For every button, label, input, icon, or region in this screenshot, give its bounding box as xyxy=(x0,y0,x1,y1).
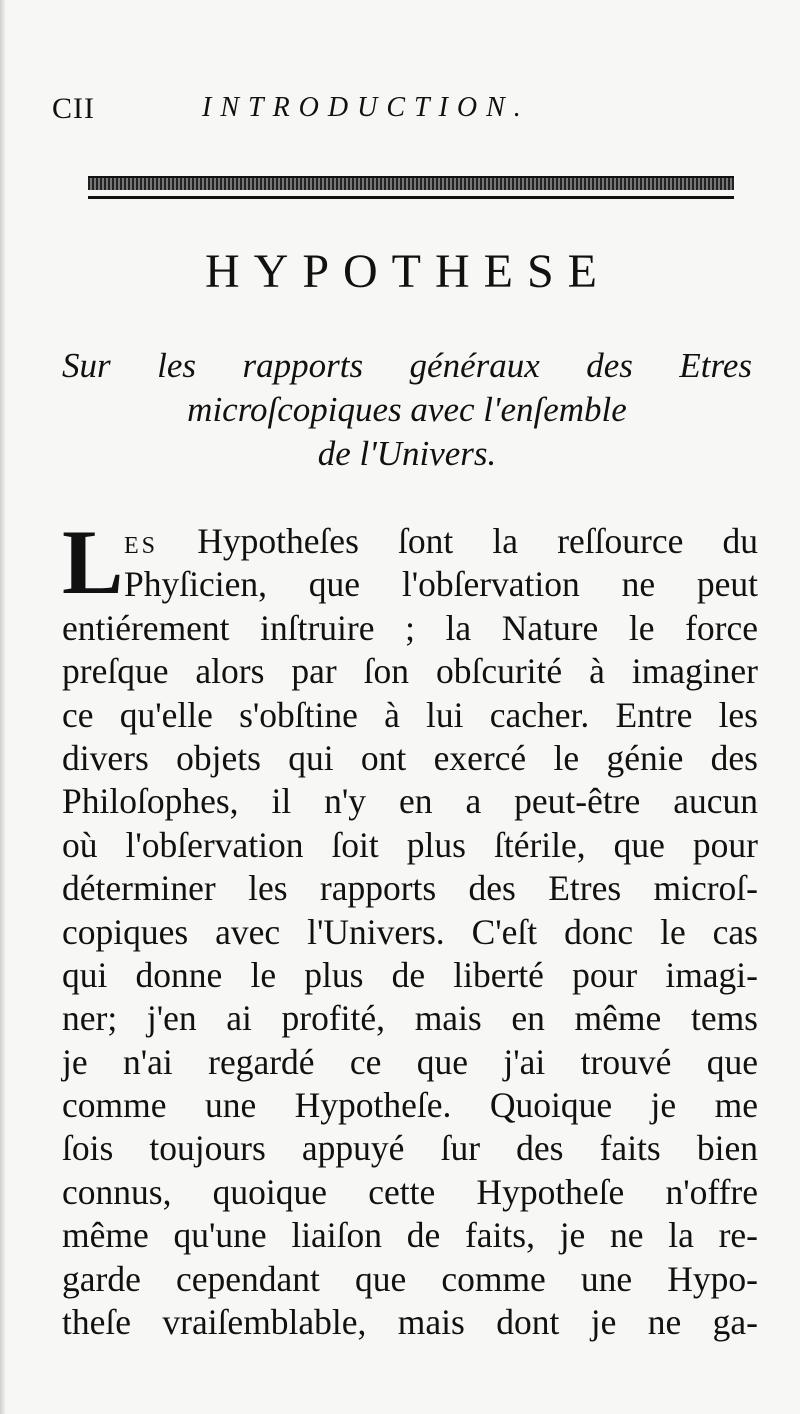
body-line-10: copiques avec l'Univers. C'eſt donc le cas xyxy=(62,911,758,952)
body-line-18: garde cependant que comme une Hypo- xyxy=(62,1258,758,1299)
body-line-3: entiérement inſtruire ; la Nature le force xyxy=(62,607,758,648)
drop-cap-indented-lines xyxy=(62,520,758,607)
body-line-16: connus, quoique cette Hypotheſe n'offre xyxy=(62,1171,758,1212)
body-line-2: Phyſicien, que l'obſervation ne peut xyxy=(124,564,758,605)
body-line-4: preſque alors par ſon obſcurité à imaginer xyxy=(62,651,758,692)
subtitle-line-2: microſcopiques avec l'enſemble xyxy=(187,390,627,429)
ornamental-rule-hatched-band xyxy=(88,176,734,190)
body-line-5: ce qu'elle s'obſtine à lui cacher. Entre les xyxy=(62,694,758,735)
body-line-12: ner; j'en ai profité, mais en même tems xyxy=(62,998,758,1039)
body-line-9: déterminer les rapports des Etres microſ- xyxy=(62,868,758,909)
body-line-15: ſois toujours appuyé ſur des faits bien xyxy=(62,1128,758,1169)
section-title: HYPOTHESE xyxy=(204,245,611,298)
body-line-7: Philoſophes, il n'y en a peut-être aucun xyxy=(62,781,758,822)
subtitle-line-1: Sur les rapports généraux des Etres xyxy=(62,346,752,385)
page-header xyxy=(52,92,752,142)
subtitle-line-3: de l'Univers. xyxy=(317,434,497,473)
body-line-17: même qu'une liaiſon de faits, je ne la re- xyxy=(62,1215,758,1256)
ornamental-rule-thin-line xyxy=(88,196,734,199)
body-line-19: theſe vraiſemblable, mais dont je ne ga- xyxy=(62,1302,758,1343)
body-line-11: qui donne le plus de liberté pour imagi- xyxy=(62,954,758,995)
ornamental-rule xyxy=(88,176,734,202)
body-paragraph xyxy=(62,511,759,1344)
running-head: INTRODUCTION. xyxy=(202,92,530,123)
body-line-1 xyxy=(124,520,758,563)
section-subtitle xyxy=(62,344,752,476)
body-line-13: je n'ai regardé ce que j'ai trouvé que xyxy=(62,1041,758,1082)
page-edge-shadow xyxy=(0,0,6,1414)
body-line-1-text: Hypotheſes ſont la reſſource du xyxy=(197,521,759,561)
page-number: CII xyxy=(52,92,95,125)
body-line-8: où l'obſervation ſoit plus ſtérile, que pour xyxy=(62,824,758,865)
drop-cap: L xyxy=(62,511,124,613)
first-word-smallcaps: ES xyxy=(124,533,159,559)
body-line-14: comme une Hypotheſe. Quoique je me xyxy=(62,1085,758,1126)
body-line-6: divers objets qui ont exercé le génie des xyxy=(62,737,758,778)
